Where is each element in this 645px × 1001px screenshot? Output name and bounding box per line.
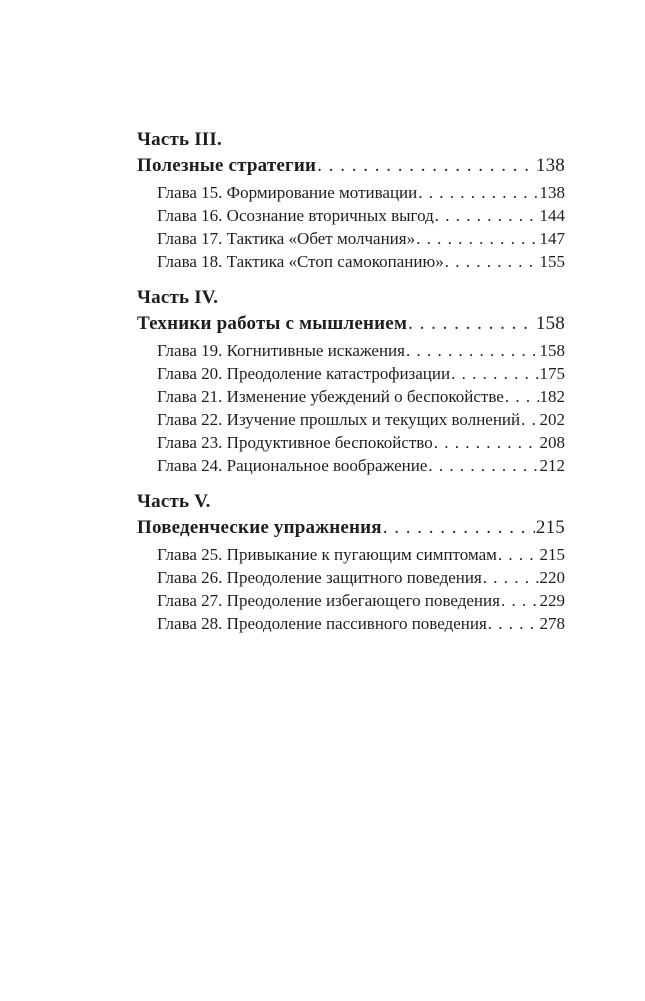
chapter-page-number: 220	[539, 568, 565, 587]
part-page-number: 215	[535, 517, 565, 538]
dot-leader	[483, 566, 539, 589]
chapter-page-number: 229	[539, 591, 565, 610]
chapter-title: Глава 28. Преодоление пассивного поведения	[157, 614, 487, 633]
dot-leader	[317, 153, 535, 179]
chapter-page-number: 215	[539, 545, 565, 564]
chapter-page-number: 144	[539, 206, 565, 225]
dot-leader	[498, 543, 539, 566]
part-page-number: 138	[535, 155, 565, 176]
dot-leader	[488, 612, 539, 635]
part-label: Часть IV.	[137, 287, 219, 308]
chapter-row	[157, 543, 565, 566]
chapter-row	[157, 227, 565, 250]
chapter-title: Глава 24. Рациональное воображение	[157, 456, 428, 475]
chapter-row	[157, 204, 565, 227]
chapter-row	[157, 454, 565, 477]
chapter-title: Глава 16. Осознание вторичных выгод	[157, 206, 434, 225]
part-title-row	[137, 153, 565, 179]
chapter-row	[157, 431, 565, 454]
chapter-list	[137, 543, 565, 635]
dot-leader	[521, 408, 538, 431]
chapter-title: Глава 27. Преодоление избегающего поведения	[157, 591, 500, 610]
chapter-row	[157, 408, 565, 431]
dot-leader	[445, 250, 539, 273]
chapter-page-number: 212	[539, 456, 565, 475]
dot-leader	[428, 454, 538, 477]
part-label: Часть III.	[137, 129, 222, 150]
chapter-row	[157, 385, 565, 408]
chapter-row	[157, 362, 565, 385]
chapter-row	[157, 566, 565, 589]
dot-leader	[408, 311, 535, 337]
toc-section	[137, 489, 565, 635]
chapter-page-number: 155	[539, 252, 565, 271]
dot-leader	[434, 431, 539, 454]
chapter-page-number: 138	[539, 183, 565, 202]
part-title: Полезные стратегии	[137, 155, 317, 176]
part-title-row	[137, 515, 565, 541]
part-title: Техники работы с мышлением	[137, 313, 408, 334]
chapter-list	[137, 181, 565, 273]
dot-leader	[435, 204, 539, 227]
dot-leader	[501, 589, 539, 612]
part-page-number: 158	[535, 313, 565, 334]
chapter-row	[157, 612, 565, 635]
chapter-page-number: 208	[539, 433, 565, 452]
chapter-title: Глава 18. Тактика «Стоп самокопанию»	[157, 252, 444, 271]
chapter-title: Глава 21. Изменение убеждений о беспокойстве	[157, 387, 504, 406]
table-of-contents	[137, 127, 565, 635]
chapter-title: Глава 25. Привыкание к пугающим симптомам	[157, 545, 497, 564]
chapter-page-number: 158	[539, 341, 565, 360]
dot-leader	[416, 227, 538, 250]
chapter-page-number: 278	[539, 614, 565, 633]
chapter-title: Глава 20. Преодоление катастрофизации	[157, 364, 451, 383]
part-title-row	[137, 311, 565, 337]
chapter-title: Глава 19. Когнитивные искажения	[157, 341, 405, 360]
dot-leader	[406, 339, 539, 362]
chapter-list	[137, 339, 565, 477]
part-label: Часть V.	[137, 491, 211, 512]
toc-section	[137, 285, 565, 477]
chapter-row	[157, 181, 565, 204]
dot-leader	[418, 181, 538, 204]
chapter-page-number: 202	[539, 410, 565, 429]
dot-leader	[451, 362, 538, 385]
chapter-page-number: 182	[539, 387, 565, 406]
chapter-row	[157, 589, 565, 612]
chapter-row	[157, 339, 565, 362]
toc-section	[137, 127, 565, 273]
chapter-title: Глава 15. Формирование мотивации	[157, 183, 418, 202]
chapter-page-number: 175	[539, 364, 565, 383]
chapter-title: Глава 23. Продуктивное беспокойство	[157, 433, 433, 452]
chapter-title: Глава 26. Преодоление защитного поведения	[157, 568, 482, 587]
chapter-title: Глава 17. Тактика «Обет молчания»	[157, 229, 416, 248]
chapter-page-number: 147	[539, 229, 565, 248]
chapter-title: Глава 22. Изучение прошлых и текущих волнений	[157, 410, 521, 429]
dot-leader	[383, 515, 535, 541]
chapter-row	[157, 250, 565, 273]
dot-leader	[505, 385, 539, 408]
part-title: Поведенческие упражнения	[137, 517, 382, 538]
